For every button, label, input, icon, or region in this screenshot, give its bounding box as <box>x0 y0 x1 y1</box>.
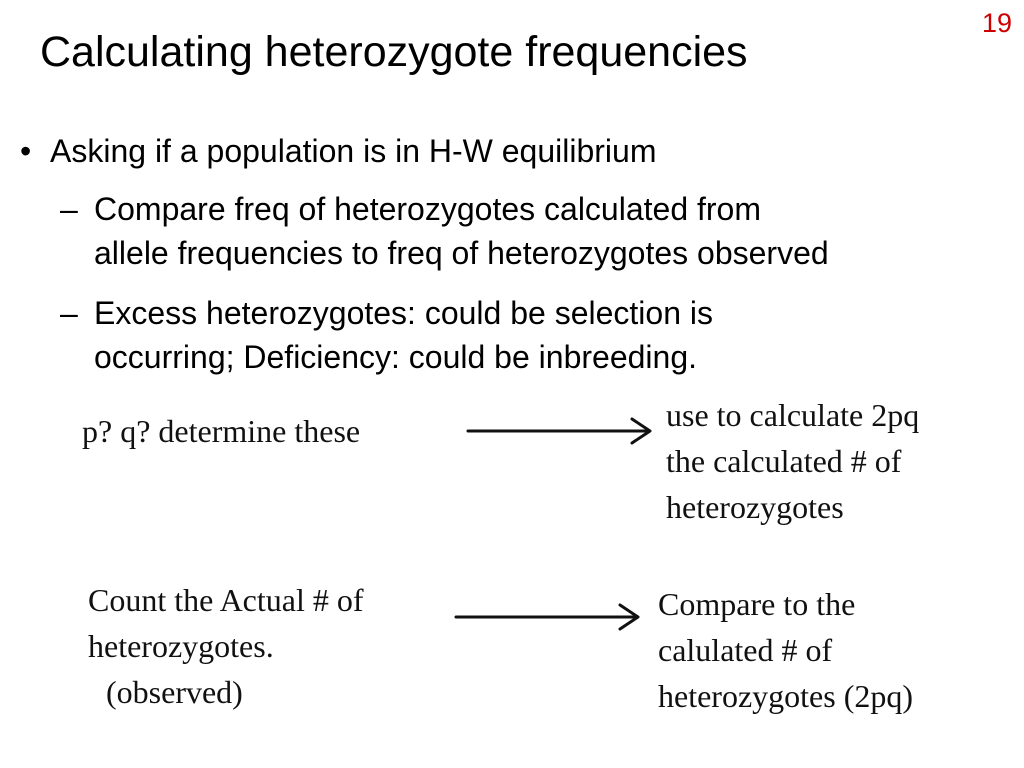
main-bullet <box>20 129 656 173</box>
sub-bullet-line: occurring; Deficiency: could be inbreeding. <box>94 339 697 375</box>
sub-bullet-marker: – <box>60 191 78 227</box>
slide-title: Calculating heterozygote frequencies <box>40 28 748 76</box>
note-line: p? q? determine these <box>82 413 361 449</box>
note-line: heterozygotes (2pq) <box>658 678 914 714</box>
bullet-marker: • <box>20 133 32 169</box>
slide-number: 19 <box>981 8 1012 38</box>
sub-bullet-marker: – <box>60 295 78 331</box>
sub-bullet-compare <box>60 187 829 275</box>
compare-note <box>658 581 913 719</box>
note-line: heterozygotes. <box>88 628 274 664</box>
note-line: use to calculate 2pq <box>666 397 920 433</box>
note-line: calulated # of <box>658 632 833 668</box>
note-line: the calculated # of <box>666 443 902 479</box>
sub-bullet-line: allele frequencies to freq of heterozygotes observed <box>94 235 829 271</box>
note-line: (observed) <box>106 674 243 710</box>
note-line: Compare to the <box>658 586 856 622</box>
main-bullet-text: Asking if a population is in H-W equilibrium <box>50 133 657 169</box>
sub-bullet-line: Compare freq of heterozygotes calculated from <box>94 191 761 227</box>
right-arrow-icon <box>466 416 656 446</box>
count-actual-note <box>88 577 364 715</box>
right-arrow-icon <box>454 601 644 631</box>
note-line: Count the Actual # of <box>88 582 364 618</box>
sub-bullet-excess <box>60 291 713 379</box>
calculate-2pq-note <box>666 392 919 530</box>
note-line: heterozygotes <box>666 489 844 525</box>
sub-bullet-line: Excess heterozygotes: could be selection is <box>94 295 713 331</box>
determine-pq-note <box>82 408 360 454</box>
